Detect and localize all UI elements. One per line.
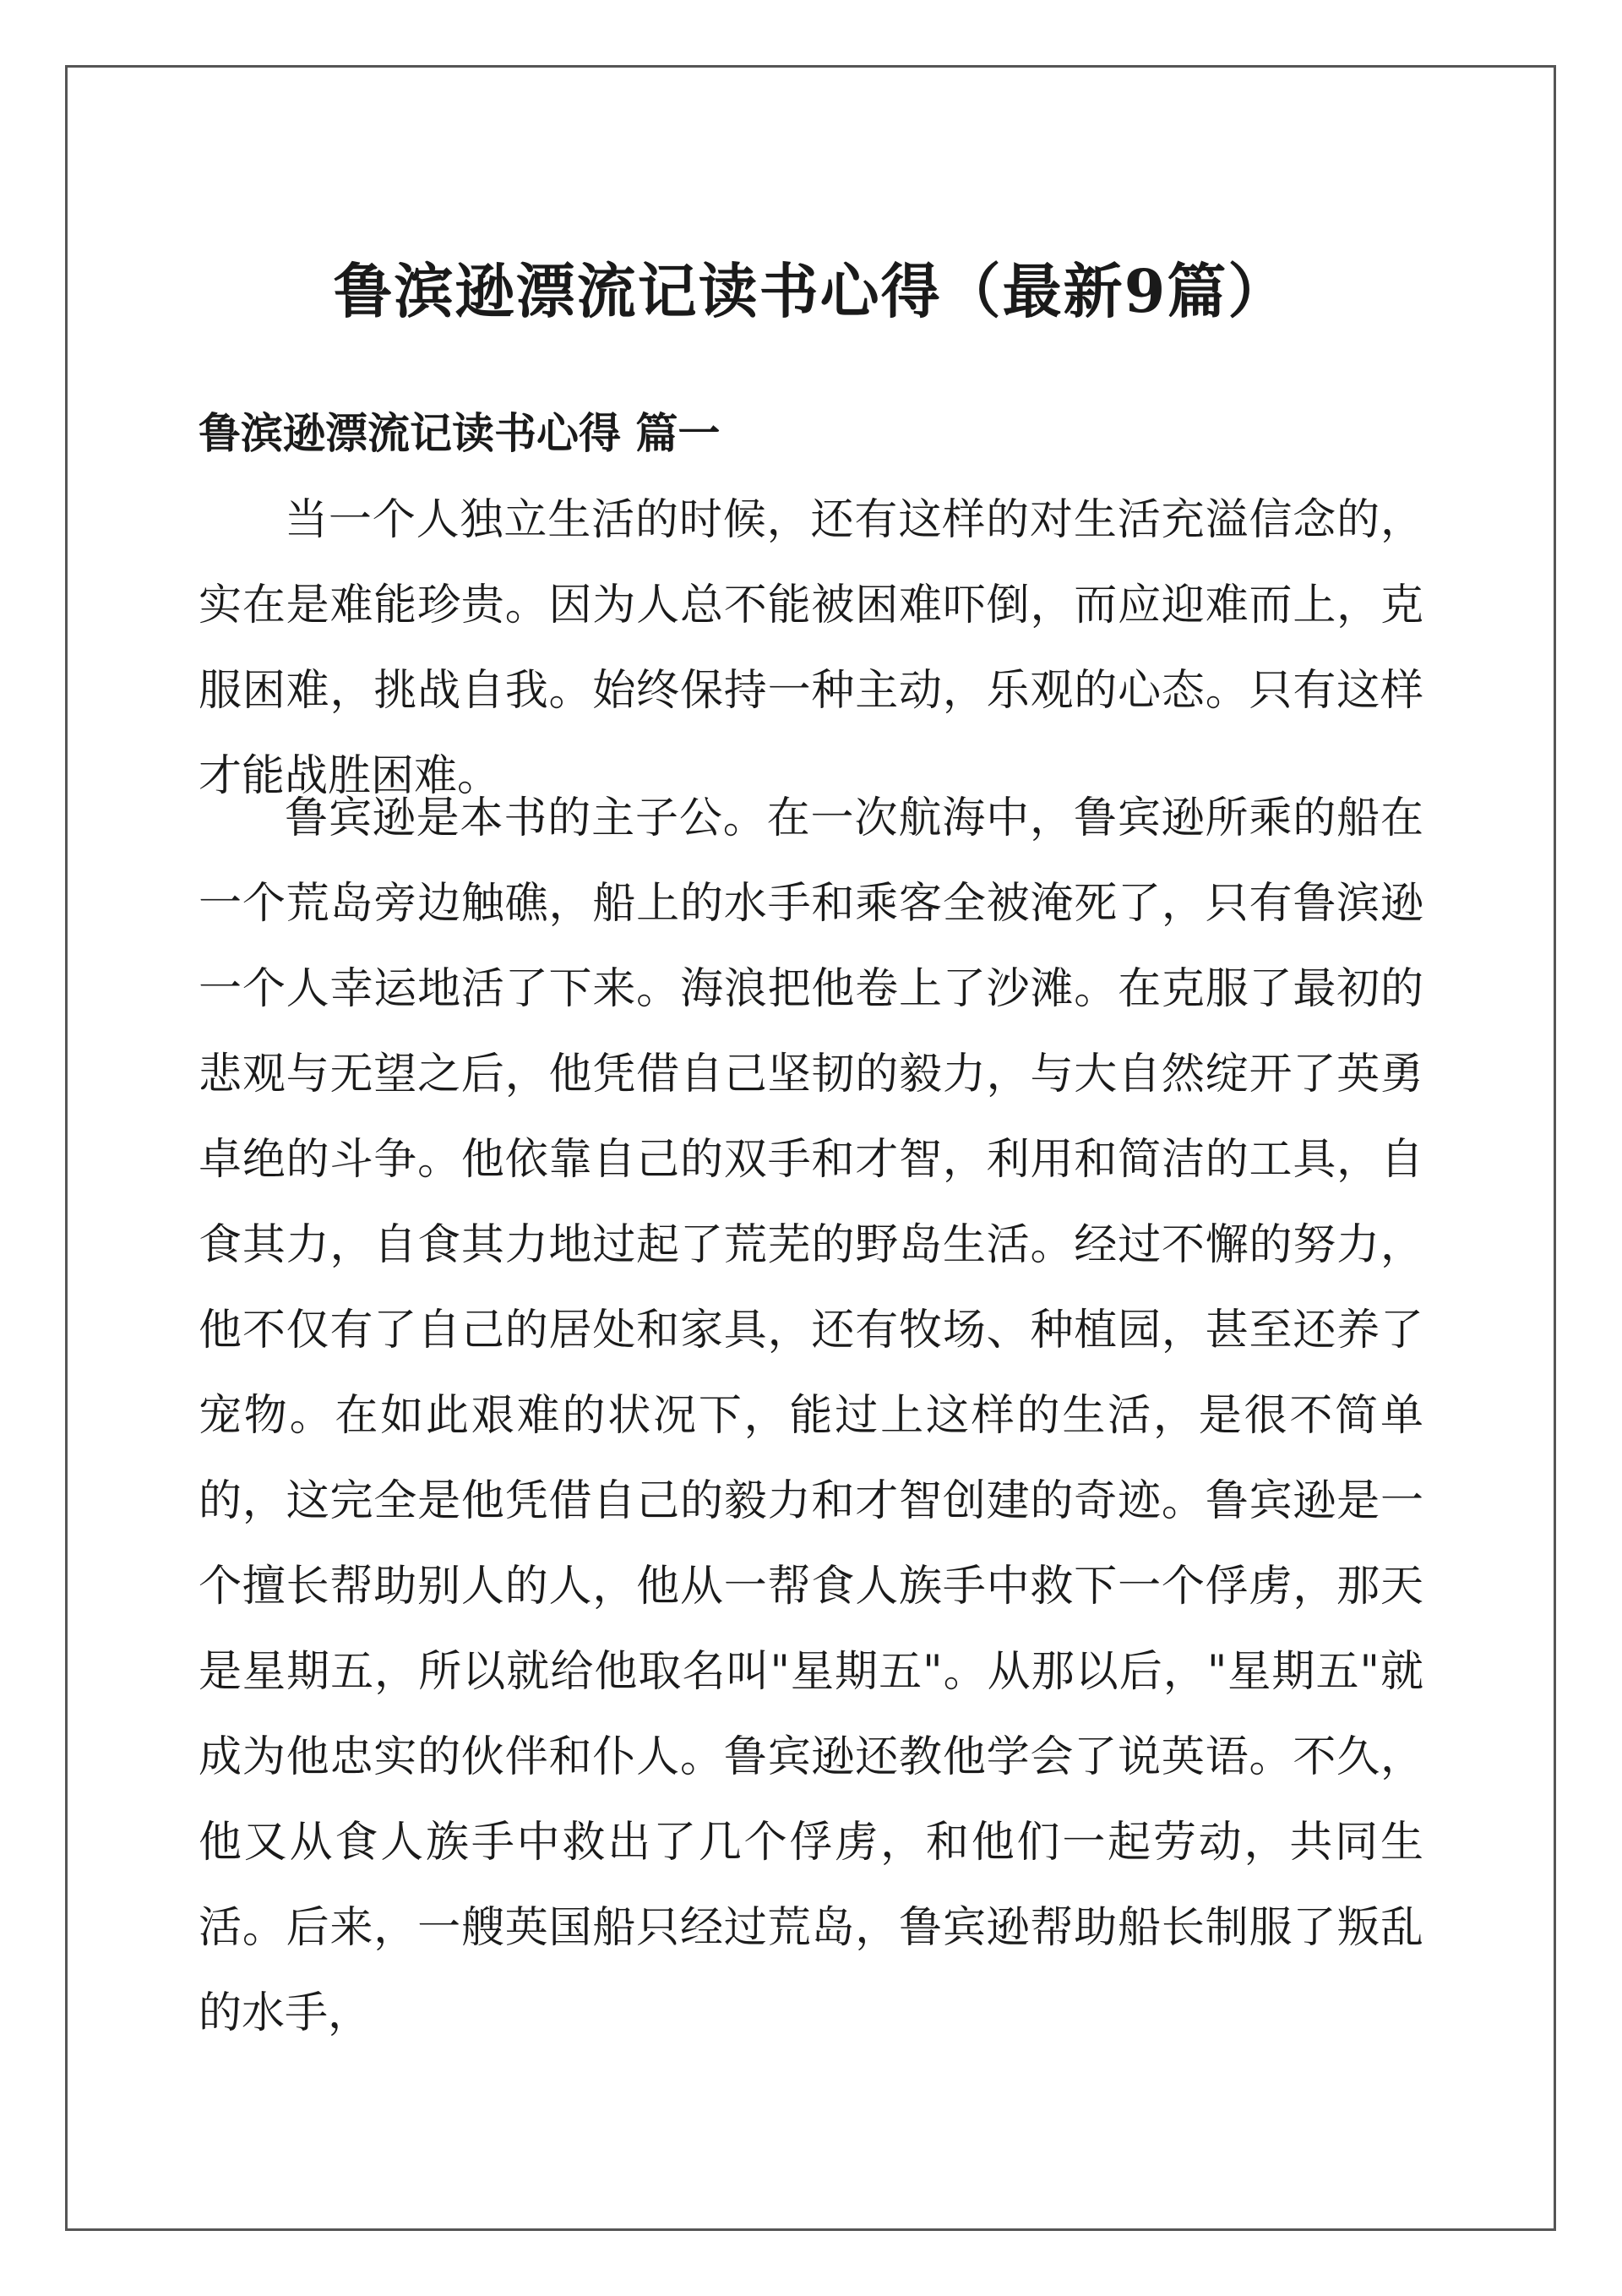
body-paragraph: 当一个人独立生活的时候，还有这样的对生活充溢信念的，实在是难能珍贵。因为人总不能被困难吓倒，而应迎难而上，克服困难，挑战自我。始终保持一种主动，乐观的心态。只有这样才能战胜困难。 [199, 495, 1423, 801]
document-title: 鲁滨逊漂流记读书心得（最新9篇） [333, 256, 1289, 326]
section-heading: 鲁滨逊漂流记读书心得 篇一 [199, 408, 721, 458]
body-paragraph: 鲁宾逊是本书的主子公。在一次航海中，鲁宾逊所乘的船在一个荒岛旁边触礁，船上的水手和乘客全被淹死了，只有鲁滨逊一个人幸运地活了下来。海浪把他卷上了沙滩。在克服了最初的悲观与无望之后，他凭借自己坚韧的毅力，与大自然绽开了英勇卓绝的斗争。他依靠自己的双手和才智，利用和简洁的工具，自食其力，自食其力地过起了荒芜的野岛生活。经过不懈的努力，他不仅有了自己的居处和家具，还有牧场、种植园，甚至还养了宠物。在如此艰难的状况下，能过上这样的生活，是很不简单的，这完全是他凭借自己的毅力和才智创建的奇迹。鲁宾逊是一个擅长帮助别人的人，他从一帮食人族手中救下一个俘虏，那天是星期五，所以就给他取名叫"星期五"。从那以后，"星期五"就成为他忠实的伙伴和仆人。鲁宾逊还教他学会了说英语。不久，他又从食人族手中救出了几个俘虏，和他们一起劳动，共同生活。后来，一艘英国船只经过荒岛，鲁宾逊帮助船长制服了叛乱的水手， [199, 794, 1423, 2038]
